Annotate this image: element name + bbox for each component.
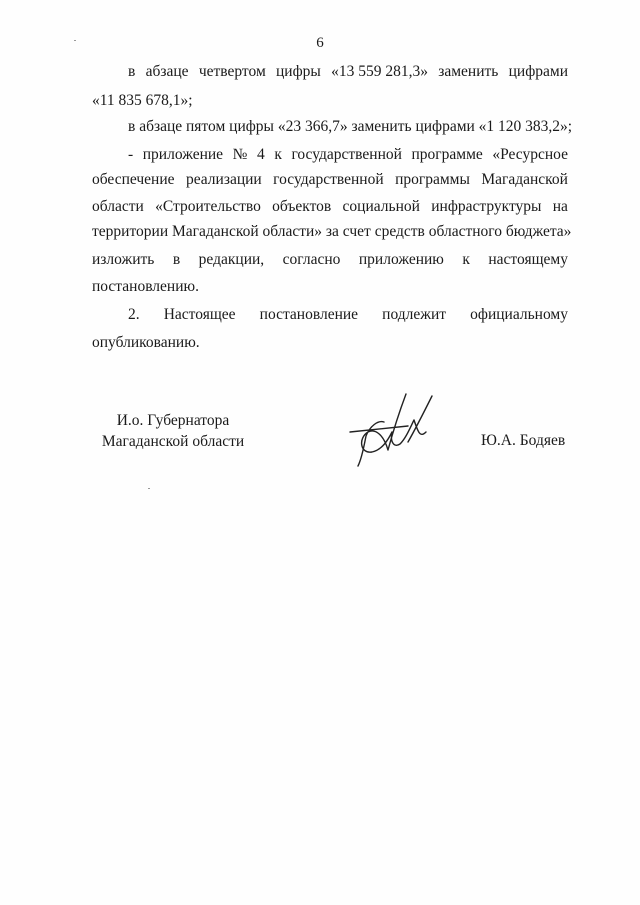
word: «Ресурсное — [492, 146, 568, 163]
text-line: постановлению. — [92, 278, 199, 295]
text-line: территории Магаданской области» за счет средств областного бюджета» — [92, 223, 572, 240]
word: государственной — [273, 171, 384, 188]
word: № — [232, 146, 248, 163]
word: цифрами — [508, 63, 568, 80]
text-line: «11 835 678,1»; — [92, 92, 193, 109]
scan-speck — [148, 488, 150, 489]
word: программы — [395, 171, 470, 188]
word: объектов — [272, 198, 332, 215]
word: подлежит — [382, 306, 447, 323]
text-line — [92, 250, 568, 270]
word: на — [552, 198, 568, 215]
word: приложение — [142, 146, 224, 163]
word: социальной — [342, 198, 420, 215]
word: к — [274, 146, 282, 163]
text-line — [128, 62, 568, 82]
handwritten-signature — [348, 392, 438, 470]
word: цифры — [276, 63, 321, 80]
word: инфраструктуры — [431, 198, 542, 215]
word: приложению — [358, 251, 444, 268]
word: - — [128, 146, 134, 163]
word: постановление — [259, 306, 359, 323]
word: к — [462, 251, 470, 268]
word: согласно — [282, 251, 341, 268]
word: официальному — [470, 306, 568, 323]
text-line — [92, 170, 568, 190]
word: Настоящее — [163, 306, 236, 323]
text-line — [128, 305, 568, 325]
word: «Строительство — [155, 198, 261, 215]
scan-speck — [74, 40, 76, 41]
text-line: в абзаце пятом цифры «23 366,7» заменить цифрами «1 120 383,2»; — [128, 118, 573, 135]
page-number: 6 — [316, 35, 324, 51]
word: программе — [411, 146, 483, 163]
word: Магаданской — [481, 171, 568, 188]
word: изложить — [92, 251, 155, 268]
word: области — [92, 198, 144, 215]
text-line: опубликованию. — [92, 334, 200, 351]
word: в — [172, 251, 181, 268]
word: настоящему — [488, 251, 568, 268]
text-line — [92, 197, 568, 217]
word: четвертом — [198, 63, 266, 80]
word: 4 — [257, 146, 265, 163]
signatory-title-line-2: Магаданской области — [101, 433, 245, 450]
word: обеспечение — [92, 171, 175, 188]
word: абзаце — [145, 63, 189, 80]
word: «13 559 281,3» — [331, 63, 428, 80]
word: в — [128, 63, 136, 80]
text-line — [128, 145, 568, 165]
word: реализации — [185, 171, 262, 188]
word: 2. — [128, 306, 140, 323]
word: заменить — [438, 63, 499, 80]
word: государственной — [291, 146, 402, 163]
signatory-name: Ю.А. Бодяев — [481, 432, 566, 449]
signatory-title-line-1: И.о. Губернатора — [116, 412, 230, 429]
word: редакции, — [198, 251, 265, 268]
